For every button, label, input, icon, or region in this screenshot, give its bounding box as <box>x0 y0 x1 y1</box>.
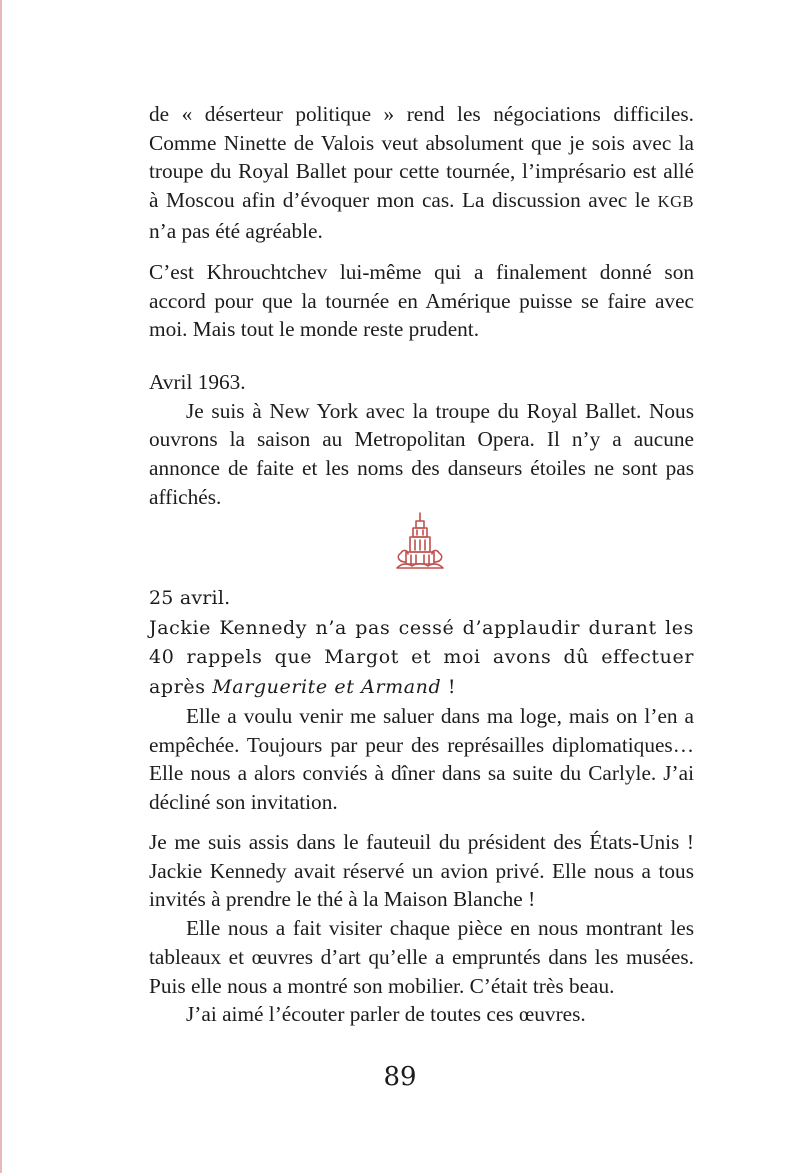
section-avril-1963 <box>149 368 694 512</box>
paragraph-text: ! <box>441 676 457 699</box>
section-maison-blanche <box>149 828 694 1029</box>
kgb-smallcaps: KGB <box>657 192 694 212</box>
date-heading: Avril 1963. <box>149 370 246 394</box>
paragraph-text: Je me suis assis dans le fauteuil du président des États-Unis ! Jackie Kennedy avait réservé un avion privé. Elle nous a tous invités à prendre le thé à la Maison Blanche ! <box>149 830 694 912</box>
italic-title: Marguerite et Armand <box>212 676 442 699</box>
paragraph-text: Elle nous a fait visiter chaque pièce en nous montrant les tableaux et œuvres d’art qu’elle a empruntés dans les musées. Puis elle nous a montré son mobilier. C’était très beau. <box>149 916 694 998</box>
paragraph-text: C’est Khrouchtchev lui-même qui a finalement donné son accord pour que la tournée en Amérique puisse se faire avec moi. Mais tout le monde reste prudent. <box>149 260 694 342</box>
paragraph-text: Je suis à New York avec la troupe du Royal Ballet. Nous ouvrons la saison au Metropolitan Opera. Il n’y a aucune annonce de faite et les noms des danseurs étoiles ne sont pas affichés. <box>149 398 694 509</box>
section-25-avril <box>149 584 694 817</box>
date-heading: 25 avril. <box>149 587 231 609</box>
paragraph-text: n’a pas été agréable. <box>149 218 323 243</box>
paragraph-text: Elle a voulu venir me saluer dans ma loge, mais on l’en a empêchée. Toujours par peur des représailles diplomatiques… Elle nous a alors conviés à dîner dans sa suite du Carlyle. J’ai décliné son invitation. <box>149 703 694 814</box>
paragraph-text: Jackie Kennedy n’a pas cessé d’applaudir durant les 40 rappels que Margot et moi avons dû effectuer après <box>149 616 694 699</box>
paragraph-text: de « déserteur politique » rend les négociations difficiles. Comme Ninette de Valois veut absolument que je sois avec la troupe du Royal Ballet pour cette tournée, l’imprésario est allé à Moscou afin d’évoquer mon cas. La discussion avec le <box>149 102 694 213</box>
paragraph-text: J’ai aimé l’écouter parler de toutes ces œuvres. <box>186 1002 586 1027</box>
page-number: 89 <box>383 1062 417 1092</box>
page-edge <box>0 0 2 1173</box>
paragraph-kgb <box>149 100 694 246</box>
paragraph-khrouchtchev <box>149 258 694 344</box>
empire-state-building-icon <box>394 512 446 570</box>
